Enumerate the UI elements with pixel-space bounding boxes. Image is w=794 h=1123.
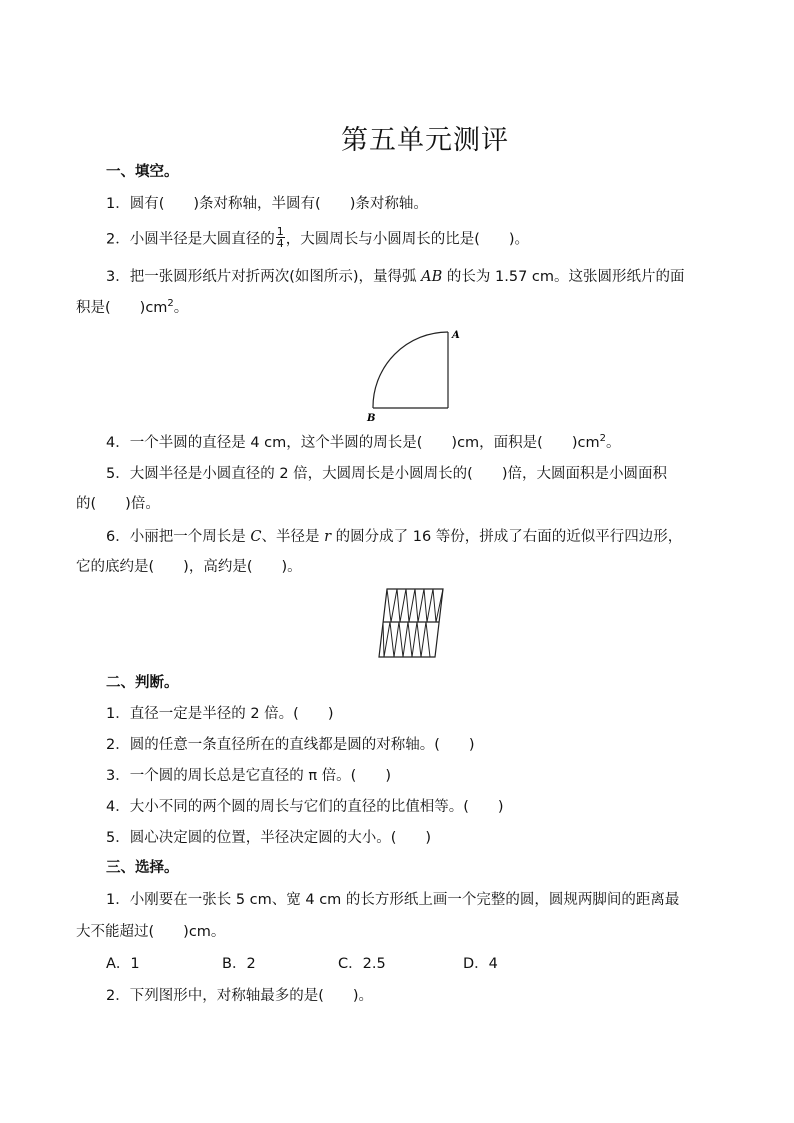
sector-edges-bottom: [383, 622, 435, 657]
fill-question-3: [106, 267, 685, 287]
fill-question-2: [106, 225, 530, 251]
point-a-label: A: [452, 330, 460, 341]
fill-question-4-end: 。: [605, 435, 621, 451]
judge-question-2: 2．圆的任意一条直径所在的直线都是圆的对称轴。( ): [106, 737, 475, 753]
fill-question-4: [106, 433, 620, 453]
fill-question-3-part-c: 积是( )cm: [76, 300, 168, 316]
choice-option-d: D．4: [463, 956, 498, 972]
fill-question-1: 1．圆有( )条对称轴，半圆有( )条对称轴。: [106, 196, 428, 212]
fill-question-6-part-d: 的圆分成了 16 等份，拼成了右面的近似平行四边形，: [335, 529, 683, 545]
sector-edges-top: [387, 589, 443, 622]
judge-question-1: 1．直径一定是半径的 2 倍。( ): [106, 706, 334, 722]
arc-ab-label: AB: [421, 269, 443, 285]
fill-question-2-prefix: 2．小圆半径是大圆直径的: [106, 231, 275, 248]
section-heading-fill: 一、填空。: [106, 164, 179, 180]
fill-question-6-part-a: 6．小丽把一个周长是: [106, 529, 246, 545]
superscript-2: 2: [599, 433, 606, 444]
variable-r: r: [324, 529, 331, 545]
fill-question-6-continued: 它的底约是( )，高约是( )。: [76, 559, 302, 575]
judge-question-4: 4．大小不同的两个圆的周长与它们的直径的比值相等。( ): [106, 799, 504, 815]
fill-question-2-suffix: ，大圆周长与小圆周长的比是( )。: [285, 231, 530, 248]
section-heading-judge: 二、判断。: [106, 675, 179, 691]
judge-question-3: 3．一个圆的周长总是它直径的 π 倍。( ): [106, 768, 391, 784]
point-b-label: B: [367, 413, 376, 424]
choice-question-2: 2．下列图形中，对称轴最多的是( )。: [106, 988, 374, 1004]
choice-option-a: A．1: [106, 956, 140, 972]
fraction-numerator: 1: [276, 225, 284, 238]
fill-question-6: [106, 527, 682, 547]
judge-question-5: 5．圆心决定圆的位置，半径决定圆的大小。( ): [106, 830, 432, 846]
section-heading-choice: 三、选择。: [106, 860, 179, 876]
choice-question-1: 1．小刚要在一张长 5 cm、宽 4 cm 的长方形纸上画一个完整的圆，圆规两脚间的距离最: [106, 892, 680, 908]
fill-question-3-part-b: 的长为 1.57 cm。这张圆形纸片的面: [446, 269, 685, 285]
fill-question-3-end: 。: [173, 300, 189, 316]
superscript-2: 2: [167, 298, 174, 309]
fill-question-3-continued: [76, 298, 188, 318]
choice-option-b: B．2: [222, 956, 256, 972]
fill-question-6-part-b: 、半径是: [261, 529, 320, 545]
parallelogram-sectors-figure: [377, 587, 447, 659]
quarter-circle-arc: [373, 332, 448, 408]
fill-question-5-continued: 的( )倍。: [76, 496, 160, 512]
fraction-one-quarter: [276, 226, 285, 249]
fill-question-5: 5．大圆半径是小圆直径的 2 倍，大圆周长是小圆周长的( )倍，大圆面积是小圆面积: [106, 466, 667, 482]
fraction-denominator: 4: [276, 237, 284, 250]
fill-question-3-part-a: 3．把一张圆形纸片对折两次(如图所示)，量得弧: [106, 269, 417, 285]
page-title: 第五单元测评: [341, 125, 509, 156]
fill-question-4-text: 4．一个半圆的直径是 4 cm，这个半圆的周长是( )cm，面积是( )cm: [106, 435, 600, 451]
choice-question-1-continued: 大不能超过( )cm。: [76, 924, 226, 940]
variable-c: C: [250, 529, 262, 545]
quarter-circle-figure: [365, 324, 465, 424]
choice-option-c: C．2.5: [338, 956, 386, 972]
